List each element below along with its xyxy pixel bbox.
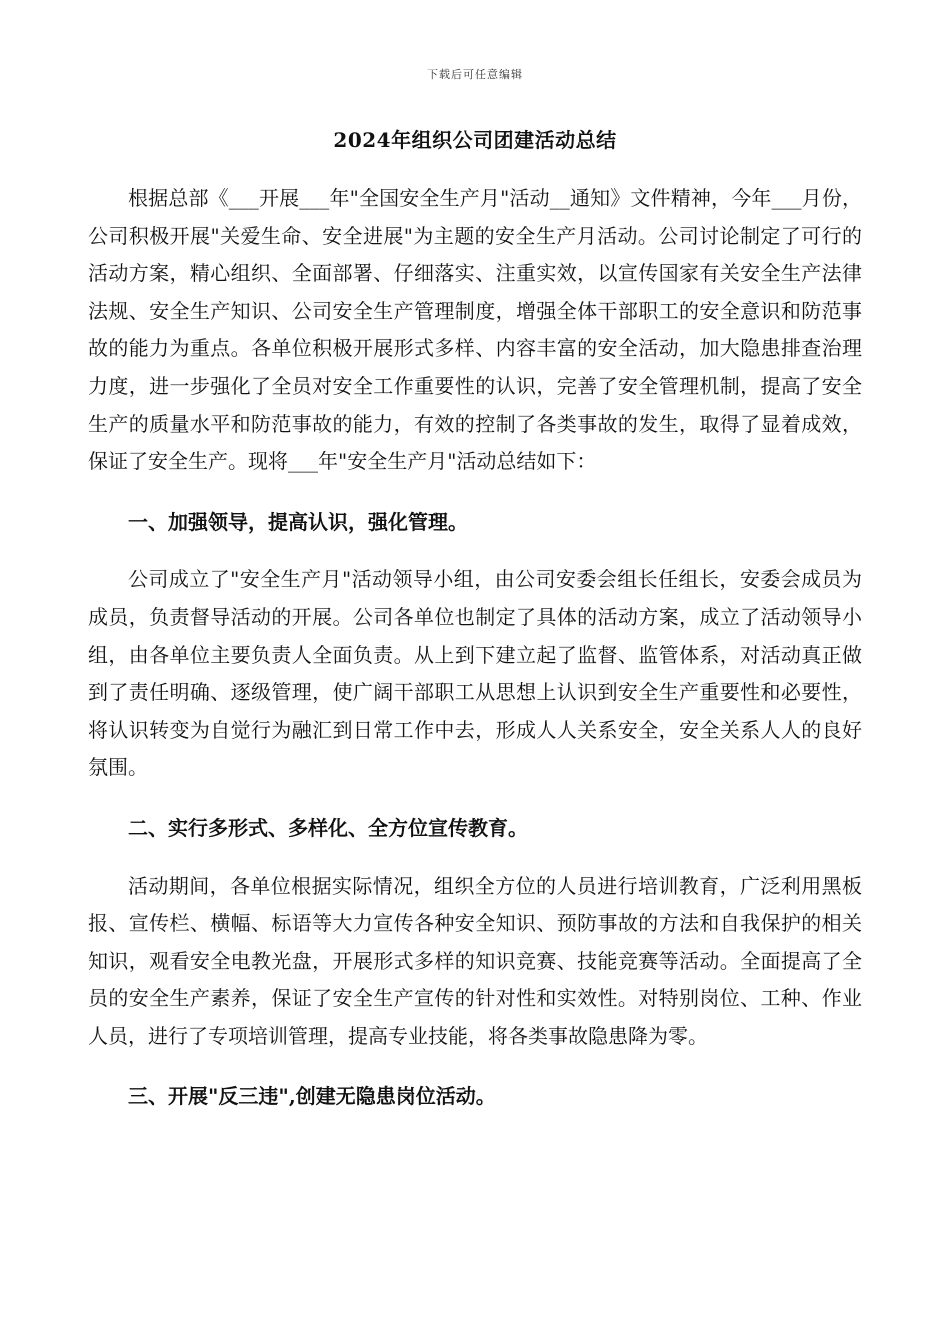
section-paragraph-2: 活动期间，各单位根据实际情况，组织全方位的人员进行培训教育，广泛利用黑板报、宣传栏、横幅、标语等大力宣传各种安全知识、预防事故的方法和自我保护的相关知识，观看安全电教光盘，开展形式多样的知识竞赛、技能竞赛等活动。全面提高了全员的安全生产素养，保证了安全生产宣传的针对性和实效性。对特别岗位、工种、作业人员，进行了专项培训管理，提高专业技能，将各类事故隐患降为零。 <box>88 873 862 1048</box>
intro-paragraph: 根据总部《___开展___年"全国安全生产月"活动__通知》文件精神，今年___月份，公司积极开展"关爱生命、安全进展"为主题的安全生产月活动。公司讨论制定了可行的活动方案，精心组织、全面部署、仔细落实、注重实效，以宣传国家有关安全生产法律法规、安全生产知识、公司安全生产管理制度，增强全体干部职工的安全意识和防范事故的能力为重点。各单位积极开展形式多样、内容丰富的安全活动，加大隐患排查治理力度，进一步强化了全员对安全工作重要性的认识，完善了安全管理机制，提高了安全生产的质量水平和防范事故的能力，有效的控制了各类事故的发生，取得了显着成效，保证了安全生产。现将___年"安全生产月"活动总结如下： <box>88 186 862 474</box>
section-paragraph-1: 公司成立了"安全生产月"活动领导小组，由公司安委会组长任组长，安委会成员为成员，负责督导活动的开展。公司各单位也制定了具体的活动方案，成立了活动领导小组，由各单位主要负责人全面负责。从上到下建立起了监督、监管体系，对活动真正做到了责任明确、逐级管理，使广阔干部职工从思想上认识到安全生产重要性和必要性，将认识转变为自觉行为融汇到日常工作中去，形成人人关系安全，安全关系人人的良好氛围。 <box>88 567 862 780</box>
section-heading-2: 二、实行多形式、多样化、全方位宣传教育。 <box>128 815 528 840</box>
document-body <box>88 180 862 1116</box>
section-heading-3: 三、开展"反三违",创建无隐患岗位活动。 <box>128 1084 496 1109</box>
header-note: 下载后可任意编辑 <box>427 68 523 81</box>
section-heading-1: 一、加强领导，提高认识，强化管理。 <box>128 509 468 534</box>
document-title: 2024年组织公司团建活动总结 <box>333 128 617 152</box>
